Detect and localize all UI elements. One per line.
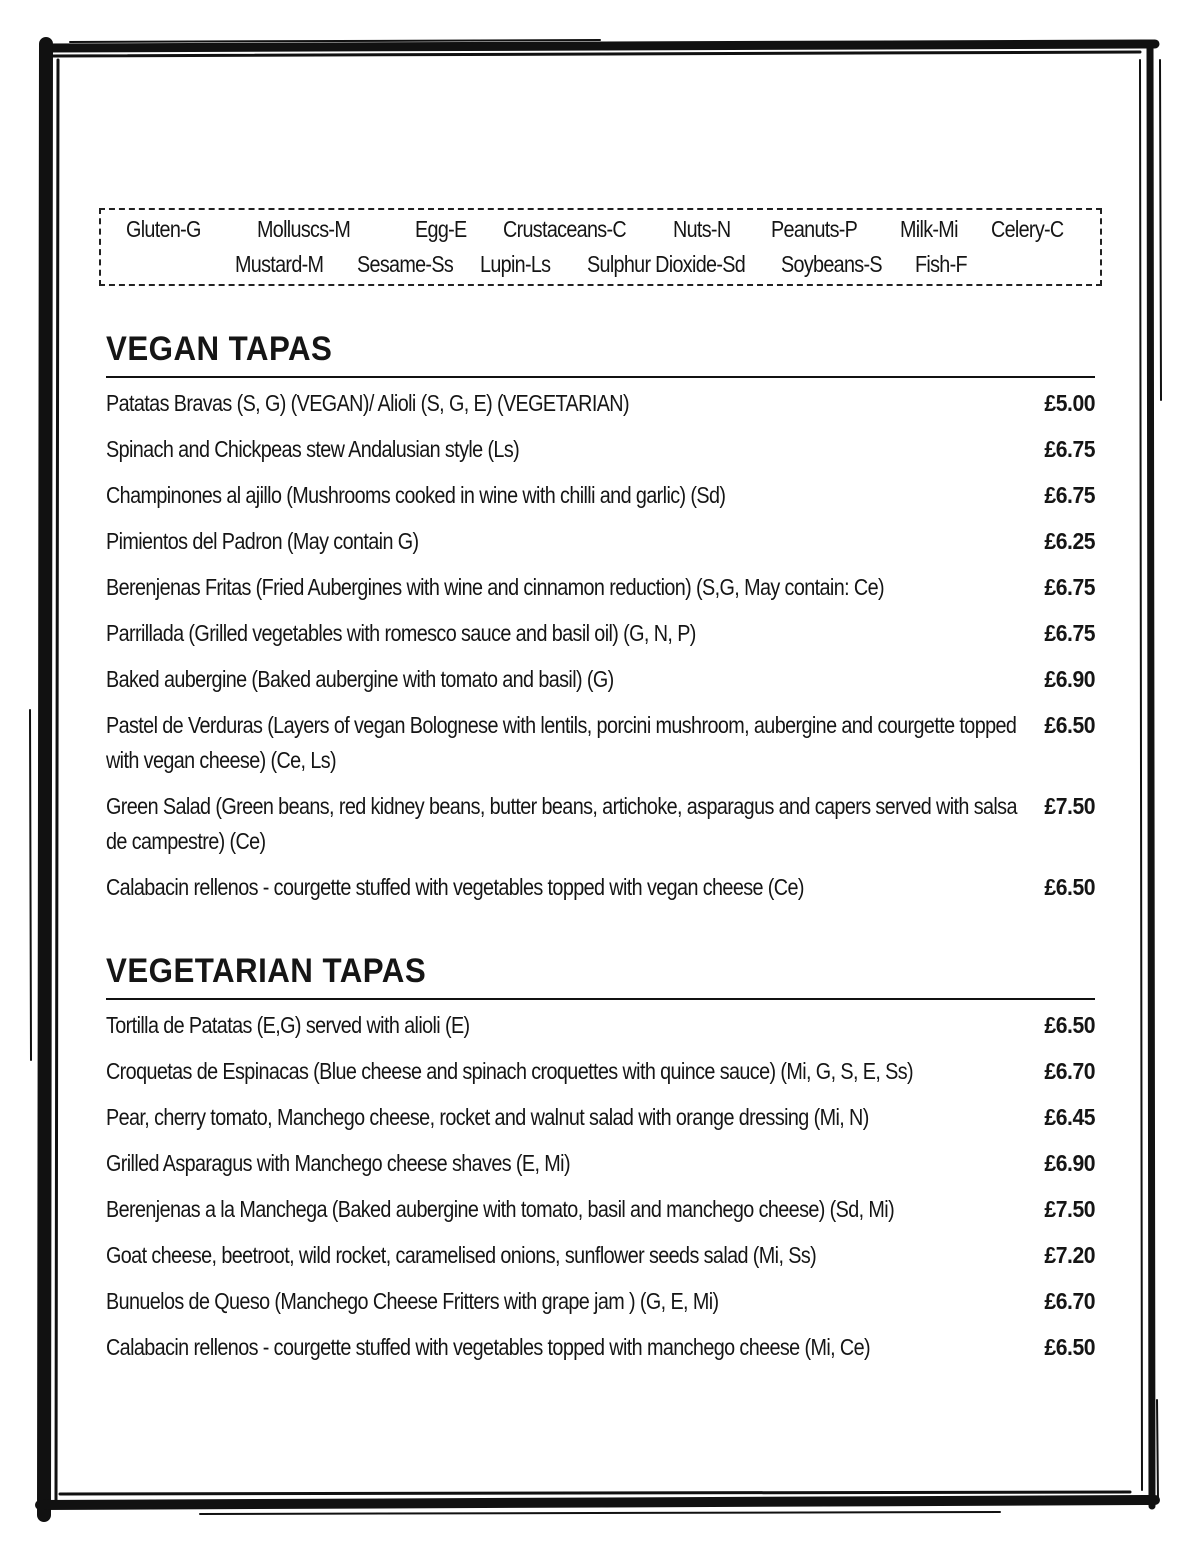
item-name: Croquetas de Espinacas (Blue cheese and spinach croquettes with quince sauce) (Mi, G, S, E, Ss) [106, 1058, 913, 1084]
allergen-row-2 [101, 251, 1100, 281]
item-price: £6.45 [1044, 1104, 1095, 1130]
allergen-milk: Milk-Mi [900, 216, 958, 242]
item-price: £6.75 [1044, 620, 1095, 646]
item-name: Grilled Asparagus with Manchego cheese shaves (E, Mi) [106, 1150, 570, 1176]
item-price: £6.75 [1044, 436, 1095, 462]
item-price: £6.70 [1044, 1288, 1095, 1314]
item-price: £6.50 [1044, 1334, 1095, 1360]
item-price: £6.90 [1044, 666, 1095, 692]
item-name: Pear, cherry tomato, Manchego cheese, rocket and walnut salad with orange dressing (Mi, N) [106, 1104, 869, 1130]
allergen-legend [99, 208, 1102, 286]
item-name: Calabacin rellenos - courgette stuffed with vegetables topped with vegan cheese (Ce) [106, 874, 804, 900]
allergen-sulphur-dioxide: Sulphur Dioxide-Sd [587, 251, 746, 277]
item-name: Pastel de Verduras (Layers of vegan Bolognese with lentils, porcini mushroom, aubergine and courgette topped with vegan cheese) (Ce, Ls) [106, 712, 1017, 773]
item-price: £6.50 [1044, 712, 1095, 738]
item-name: Tortilla de Patatas (E,G) served with alioli (E) [106, 1012, 470, 1038]
item-price: £6.50 [1044, 1012, 1095, 1038]
allergen-mustard: Mustard-M [235, 251, 324, 277]
item-price: £7.50 [1044, 793, 1095, 819]
allergen-peanuts: Peanuts-P [771, 216, 858, 242]
allergen-crustaceans: Crustaceans-C [503, 216, 626, 242]
allergen-egg: Egg-E [415, 216, 467, 242]
item-name: Spinach and Chickpeas stew Andalusian style (Ls) [106, 436, 520, 462]
item-name: Champinones al ajillo (Mushrooms cooked in wine with chilli and garlic) (Sd) [106, 482, 726, 508]
allergen-celery: Celery-C [991, 216, 1064, 242]
section-divider [106, 998, 1095, 1000]
item-price: £6.70 [1044, 1058, 1095, 1084]
item-price: £6.25 [1044, 528, 1095, 554]
allergen-gluten: Gluten-G [126, 216, 201, 242]
item-name: Baked aubergine (Baked aubergine with tomato and basil) (G) [106, 666, 614, 692]
item-price: £6.75 [1044, 574, 1095, 600]
allergen-lupin: Lupin-Ls [480, 251, 551, 277]
item-price: £6.90 [1044, 1150, 1095, 1176]
item-name: Goat cheese, beetroot, wild rocket, caramelised onions, sunflower seeds salad (Mi, Ss) [106, 1242, 817, 1268]
item-price: £7.20 [1044, 1242, 1095, 1268]
section-divider [106, 376, 1095, 378]
item-price: £6.50 [1044, 874, 1095, 900]
item-name: Pimientos del Padron (May contain G) [106, 528, 419, 554]
section-title-vegetarian: VEGETARIAN TAPAS [106, 952, 427, 990]
item-name: Patatas Bravas (S, G) (VEGAN)/ Alioli (S, G, E) (VEGETARIAN) [106, 390, 629, 416]
item-name: Bunuelos de Queso (Manchego Cheese Fritters with grape jam ) (G, E, Mi) [106, 1288, 719, 1314]
allergen-fish: Fish-F [915, 251, 967, 277]
item-price: £6.75 [1044, 482, 1095, 508]
item-name: Berenjenas a la Manchega (Baked aubergine with tomato, basil and manchego cheese) (Sd, Mi) [106, 1196, 895, 1222]
item-price: £7.50 [1044, 1196, 1095, 1222]
allergen-row-1 [101, 216, 1100, 246]
allergen-soybeans: Soybeans-S [781, 251, 882, 277]
item-name: Calabacin rellenos - courgette stuffed with vegetables topped with manchego cheese (Mi, Ce) [106, 1334, 870, 1360]
section-title-vegan: VEGAN TAPAS [106, 330, 333, 368]
allergen-nuts: Nuts-N [673, 216, 731, 242]
item-name: Berenjenas Fritas (Fried Aubergines with wine and cinnamon reduction) (S,G, May contain: Ce) [106, 574, 884, 600]
item-name: Green Salad (Green beans, red kidney beans, butter beans, artichoke, asparagus and capers served with salsa de campestre) (Ce) [106, 793, 1017, 854]
item-price: £5.00 [1044, 390, 1095, 416]
allergen-sesame: Sesame-Ss [357, 251, 454, 277]
item-name: Parrillada (Grilled vegetables with romesco sauce and basil oil) (G, N, P) [106, 620, 696, 646]
allergen-molluscs: Molluscs-M [257, 216, 351, 242]
